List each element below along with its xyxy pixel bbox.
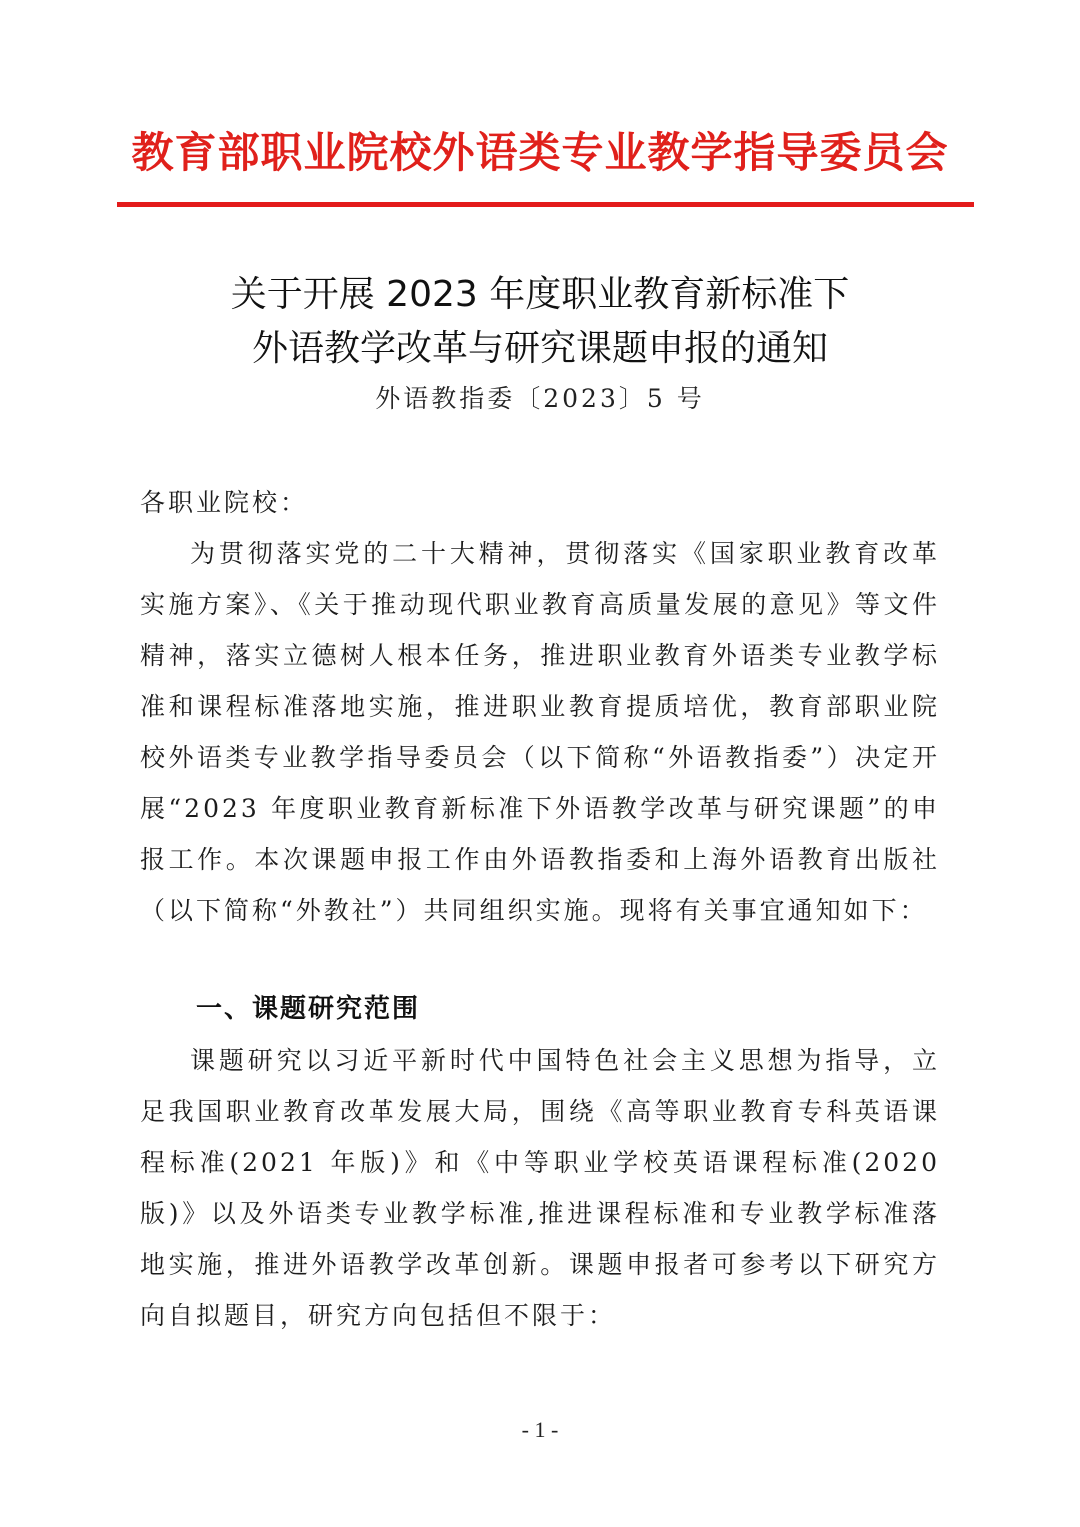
page-number: - 1 - xyxy=(521,1417,559,1442)
notice-title-line-1: 关于开展 2023 年度职业教育新标准下 xyxy=(230,274,850,315)
paragraph-intro: 为贯彻落实党的二十大精神，贯彻落实《国家职业教育改革实施方案》、《关于推动现代职业教育高质量发展的意见》等文件精神，落实立德树人根本任务，推进职业教育外语类专业教学标准和课程标准落地实施，推进职业教育提质培优，教育部职业院校外语类专业教学指导委员会（以下简称“外语教指委”）决定开展“2023 年度职业教育新标准下外语教学改革与研究课题”的申报工作。本次课题申报工作由外语教指委和上海外语教育出版社（以下简称“外教社”）共同组织实施。现将有关事宜通知如下： xyxy=(140,539,940,925)
paragraph-research-scope: 课题研究以习近平新时代中国特色社会主义思想为指导，立足我国职业教育改革发展大局，围绕《高等职业教育专科英语课程标准(2021 年版)》和《中等职业学校英语课程标准(2020 版)》以及外语类专业教学标准,推进课程标准和专业教学标准落地实施，推进外语教学改革创新。课题申报者可参考以下研究方向自拟题目，研究方向包括但不限于： xyxy=(140,1046,940,1330)
document-number: 外语教指委〔2023〕5 号 xyxy=(375,384,705,413)
letterhead-organization: 教育部职业院校外语类专业教学指导委员会 xyxy=(131,128,949,177)
salutation: 各职业院校： xyxy=(140,488,309,517)
notice-title-line-2: 外语教学改革与研究课题申报的通知 xyxy=(251,328,828,369)
section-heading-research-scope: 一、课题研究范围 xyxy=(196,994,421,1024)
letterhead-red-rule xyxy=(117,202,974,207)
